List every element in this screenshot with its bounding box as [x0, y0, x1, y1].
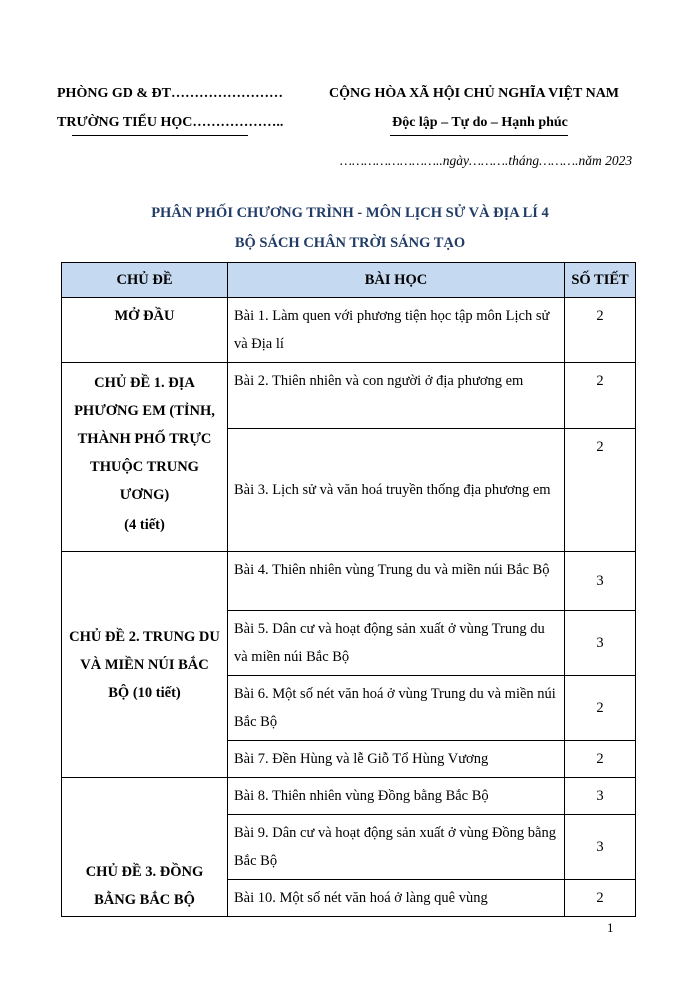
table-header-row: [62, 263, 636, 298]
periods-cell: 3: [565, 815, 636, 880]
topic-title: CHỦ ĐỀ 1. ĐỊA PHƯƠNG EM (TỈNH, THÀNH PHỐ TRỰC THUỘC TRUNG ƯƠNG): [74, 375, 215, 503]
motto-underline: [390, 135, 568, 136]
periods-cell: 2: [565, 429, 636, 552]
periods-cell: 2: [565, 298, 636, 363]
table-row: [62, 552, 636, 611]
periods-cell: 2: [565, 363, 636, 429]
lesson-cell: Bài 10. Một số nét văn hoá ở làng quê vùng: [228, 880, 565, 917]
lesson-cell: Bài 8. Thiên nhiên vùng Đồng bằng Bắc Bộ: [228, 778, 565, 815]
nation-title: CỘNG HÒA XÃ HỘI CHỦ NGHĨA VIỆT NAM: [329, 86, 620, 101]
table-row: [62, 778, 636, 815]
curriculum-table: [61, 262, 636, 917]
table-row: [62, 298, 636, 363]
periods-cell: 2: [565, 741, 636, 778]
topic-cell: [62, 363, 228, 552]
header-periods: SỐ TIẾT: [565, 263, 636, 298]
lesson-cell: Bài 2. Thiên nhiên và con người ở địa phương em: [228, 363, 565, 429]
topic-cell: MỞ ĐẦU: [62, 298, 228, 363]
lesson-cell: Bài 5. Dân cư và hoạt động sản xuất ở vùng Trung du và miền núi Bắc Bộ: [228, 611, 565, 676]
topic-hours: (4 tiết): [124, 517, 165, 533]
periods-cell: 3: [565, 611, 636, 676]
lesson-cell: Bài 9. Dân cư và hoạt động sản xuất ở vùng Đồng bằng Bắc Bộ: [228, 815, 565, 880]
topic-cell: CHỦ ĐỀ 3. ĐỒNG BẰNG BẮC BỘ: [62, 778, 228, 917]
lesson-cell: Bài 6. Một số nét văn hoá ở vùng Trung du và miền núi Bắc Bộ: [228, 676, 565, 741]
school-line: TRƯỜNG TIỂU HỌC………………..: [57, 115, 284, 130]
periods-cell: 2: [565, 676, 636, 741]
lesson-cell: Bài 4. Thiên nhiên vùng Trung du và miền núi Bắc Bộ: [228, 552, 565, 611]
document-title: PHÂN PHỐI CHƯƠNG TRÌNH - MÔN LỊCH SỬ VÀ ĐỊA LÍ 4: [151, 205, 549, 221]
topic-cell: CHỦ ĐỀ 2. TRUNG DU VÀ MIỀN NÚI BẮC BỘ (10 tiết): [62, 552, 228, 778]
periods-cell: 3: [565, 552, 636, 611]
periods-cell: 3: [565, 778, 636, 815]
periods-cell: 2: [565, 880, 636, 917]
header-topic: CHỦ ĐỀ: [62, 263, 228, 298]
date-line: ……………………..ngày……….tháng……….năm 2023: [340, 153, 633, 168]
lesson-cell: Bài 1. Làm quen với phương tiện học tập môn Lịch sử và Địa lí: [228, 298, 565, 363]
lesson-cell: Bài 3. Lịch sử và văn hoá truyền thống địa phương em: [228, 429, 565, 552]
page-number: 1: [607, 920, 614, 935]
lesson-cell: Bài 7. Đền Hùng và lễ Giỗ Tổ Hùng Vương: [228, 741, 565, 778]
document-subtitle: BỘ SÁCH CHÂN TRỜI SÁNG TẠO: [234, 235, 466, 251]
department-line: PHÒNG GD & ĐT……………………: [57, 86, 283, 101]
school-underline: [72, 135, 248, 136]
motto: Độc lập – Tự do – Hạnh phúc: [392, 115, 568, 130]
header-lesson: BÀI HỌC: [228, 263, 565, 298]
table-row: [62, 363, 636, 429]
